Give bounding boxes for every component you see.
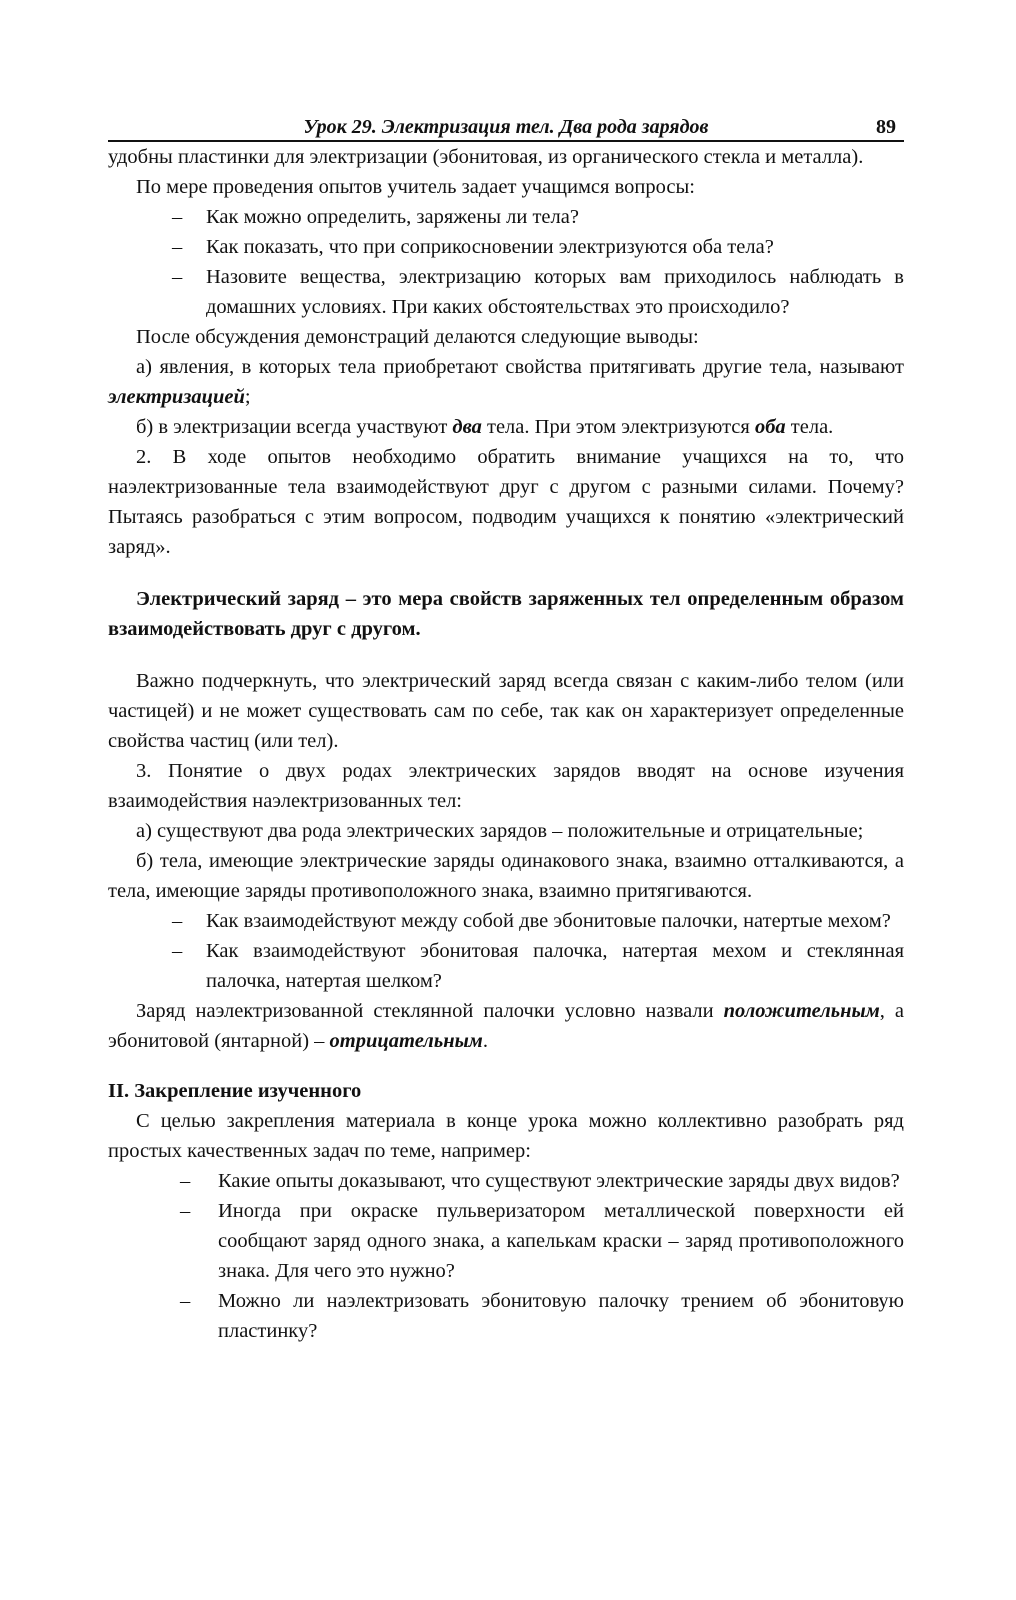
dash-marker: – bbox=[172, 940, 183, 962]
question-item bbox=[108, 1166, 904, 1196]
emphasis-term: электризацией bbox=[108, 386, 245, 408]
question-text: Назовите вещества, электризацию которых вам приходилось наблюдать в домашних условиях. При каких обстоятельствах это происходило? bbox=[206, 266, 904, 318]
question-item bbox=[108, 202, 904, 232]
document-page bbox=[108, 106, 904, 1346]
question-text: Иногда при окраске пульверизатором металлической поверхности ей сообщают заряд одного знака, а капелькам краски – заряд противоположного знака. Для чего это нужно? bbox=[218, 1200, 904, 1282]
paragraph bbox=[108, 352, 904, 412]
dash-marker: – bbox=[180, 1200, 191, 1222]
paragraph: а) существуют два рода электрических зарядов – положительные и отрицательные; bbox=[136, 820, 864, 842]
text-run: . bbox=[482, 1030, 488, 1052]
paragraph: По мере проведения опытов учитель задает учащимся вопросы: bbox=[136, 176, 695, 198]
dash-marker: – bbox=[172, 236, 183, 258]
question-item bbox=[108, 1196, 904, 1286]
text-run: , а эбонитовой (янтарной) – bbox=[108, 1000, 904, 1052]
question-text: Как взаимодействуют между собой две эбонитовые палочки, натертые мехом? bbox=[206, 910, 891, 932]
question-item bbox=[108, 906, 904, 936]
text-run: тела. При этом электризуются bbox=[487, 416, 750, 438]
question-item bbox=[108, 262, 904, 322]
question-text: Можно ли наэлектризовать эбонитовую палочку трением об эбонитовую пластинку? bbox=[218, 1290, 904, 1342]
dash-marker: – bbox=[172, 206, 183, 228]
question-item bbox=[108, 232, 904, 262]
question-item bbox=[108, 936, 904, 996]
paragraph: С целью закрепления материала в конце урока можно коллективно разобрать ряд простых качественных задач по теме, например: bbox=[108, 1110, 904, 1162]
dash-marker: – bbox=[172, 266, 183, 288]
question-text: Как можно определить, заряжены ли тела? bbox=[206, 206, 579, 228]
dash-marker: – bbox=[172, 910, 183, 932]
paragraph: удобны пластинки для электризации (эбонитовая, из органического стекла и металла). bbox=[108, 146, 864, 168]
emphasis-term: оба bbox=[754, 416, 786, 438]
section-title: II. Закрепление изученного bbox=[108, 1080, 362, 1102]
paragraph: б) тела, имеющие электрические заряды одинакового знака, взаимно отталкиваются, а тела, имеющие заряды противоположного знака, взаимно притягиваются. bbox=[108, 850, 904, 902]
text-run: Заряд наэлектризованной стеклянной палочки условно назвали bbox=[136, 1000, 714, 1022]
paragraph bbox=[108, 996, 904, 1056]
emphasis-term: положительным bbox=[723, 1000, 880, 1022]
running-header bbox=[108, 106, 904, 142]
text-run: а) явления, в которых тела приобретают свойства притягивать другие тела, называют bbox=[136, 356, 904, 378]
paragraph: 3. Понятие о двух родах электрических зарядов вводят на основе изучения взаимодействия наэлектризованных тел: bbox=[108, 760, 904, 812]
emphasis-term: два bbox=[452, 416, 482, 438]
paragraph: После обсуждения демонстраций делаются следующие выводы: bbox=[136, 326, 699, 348]
paragraph: Важно подчеркнуть, что электрический заряд всегда связан с каким-либо телом (или частицей) и не может существовать сам по себе, так как он характеризует определенные свойства частиц (или тел). bbox=[108, 670, 904, 752]
header-title: Урок 29. Электризация тел. Два рода зарядов bbox=[303, 116, 709, 138]
question-text: Какие опыты доказывают, что существуют электрические заряды двух видов? bbox=[218, 1170, 900, 1192]
text-run: тела. bbox=[790, 416, 834, 438]
question-text: Как показать, что при соприкосновении электризуются оба тела? bbox=[206, 236, 774, 258]
paragraph bbox=[108, 412, 904, 442]
page-number: 89 bbox=[876, 116, 896, 138]
emphasis-term: отрицательным bbox=[329, 1030, 483, 1052]
text-run: ; bbox=[244, 386, 251, 408]
question-text: Как взаимодействуют эбонитовая палочка, натертая мехом и стеклянная палочка, натертая шелком? bbox=[206, 940, 904, 992]
definition-block: Электрический заряд – это мера свойств заряженных тел определенным образом взаимодействовать друг с другом. bbox=[108, 588, 904, 640]
paragraph: 2. В ходе опытов необходимо обратить внимание учащихся на то, что наэлектризованные тела взаимодействуют друг с другом с разными силами. Почему? Пытаясь разобраться с этим вопросом, подводим учащихся к понятию «электрический заряд». bbox=[108, 446, 904, 558]
dash-marker: – bbox=[180, 1170, 191, 1192]
question-item bbox=[108, 1286, 904, 1346]
text-run: б) в электризации всегда участвуют bbox=[136, 416, 448, 438]
dash-marker: – bbox=[180, 1290, 191, 1312]
